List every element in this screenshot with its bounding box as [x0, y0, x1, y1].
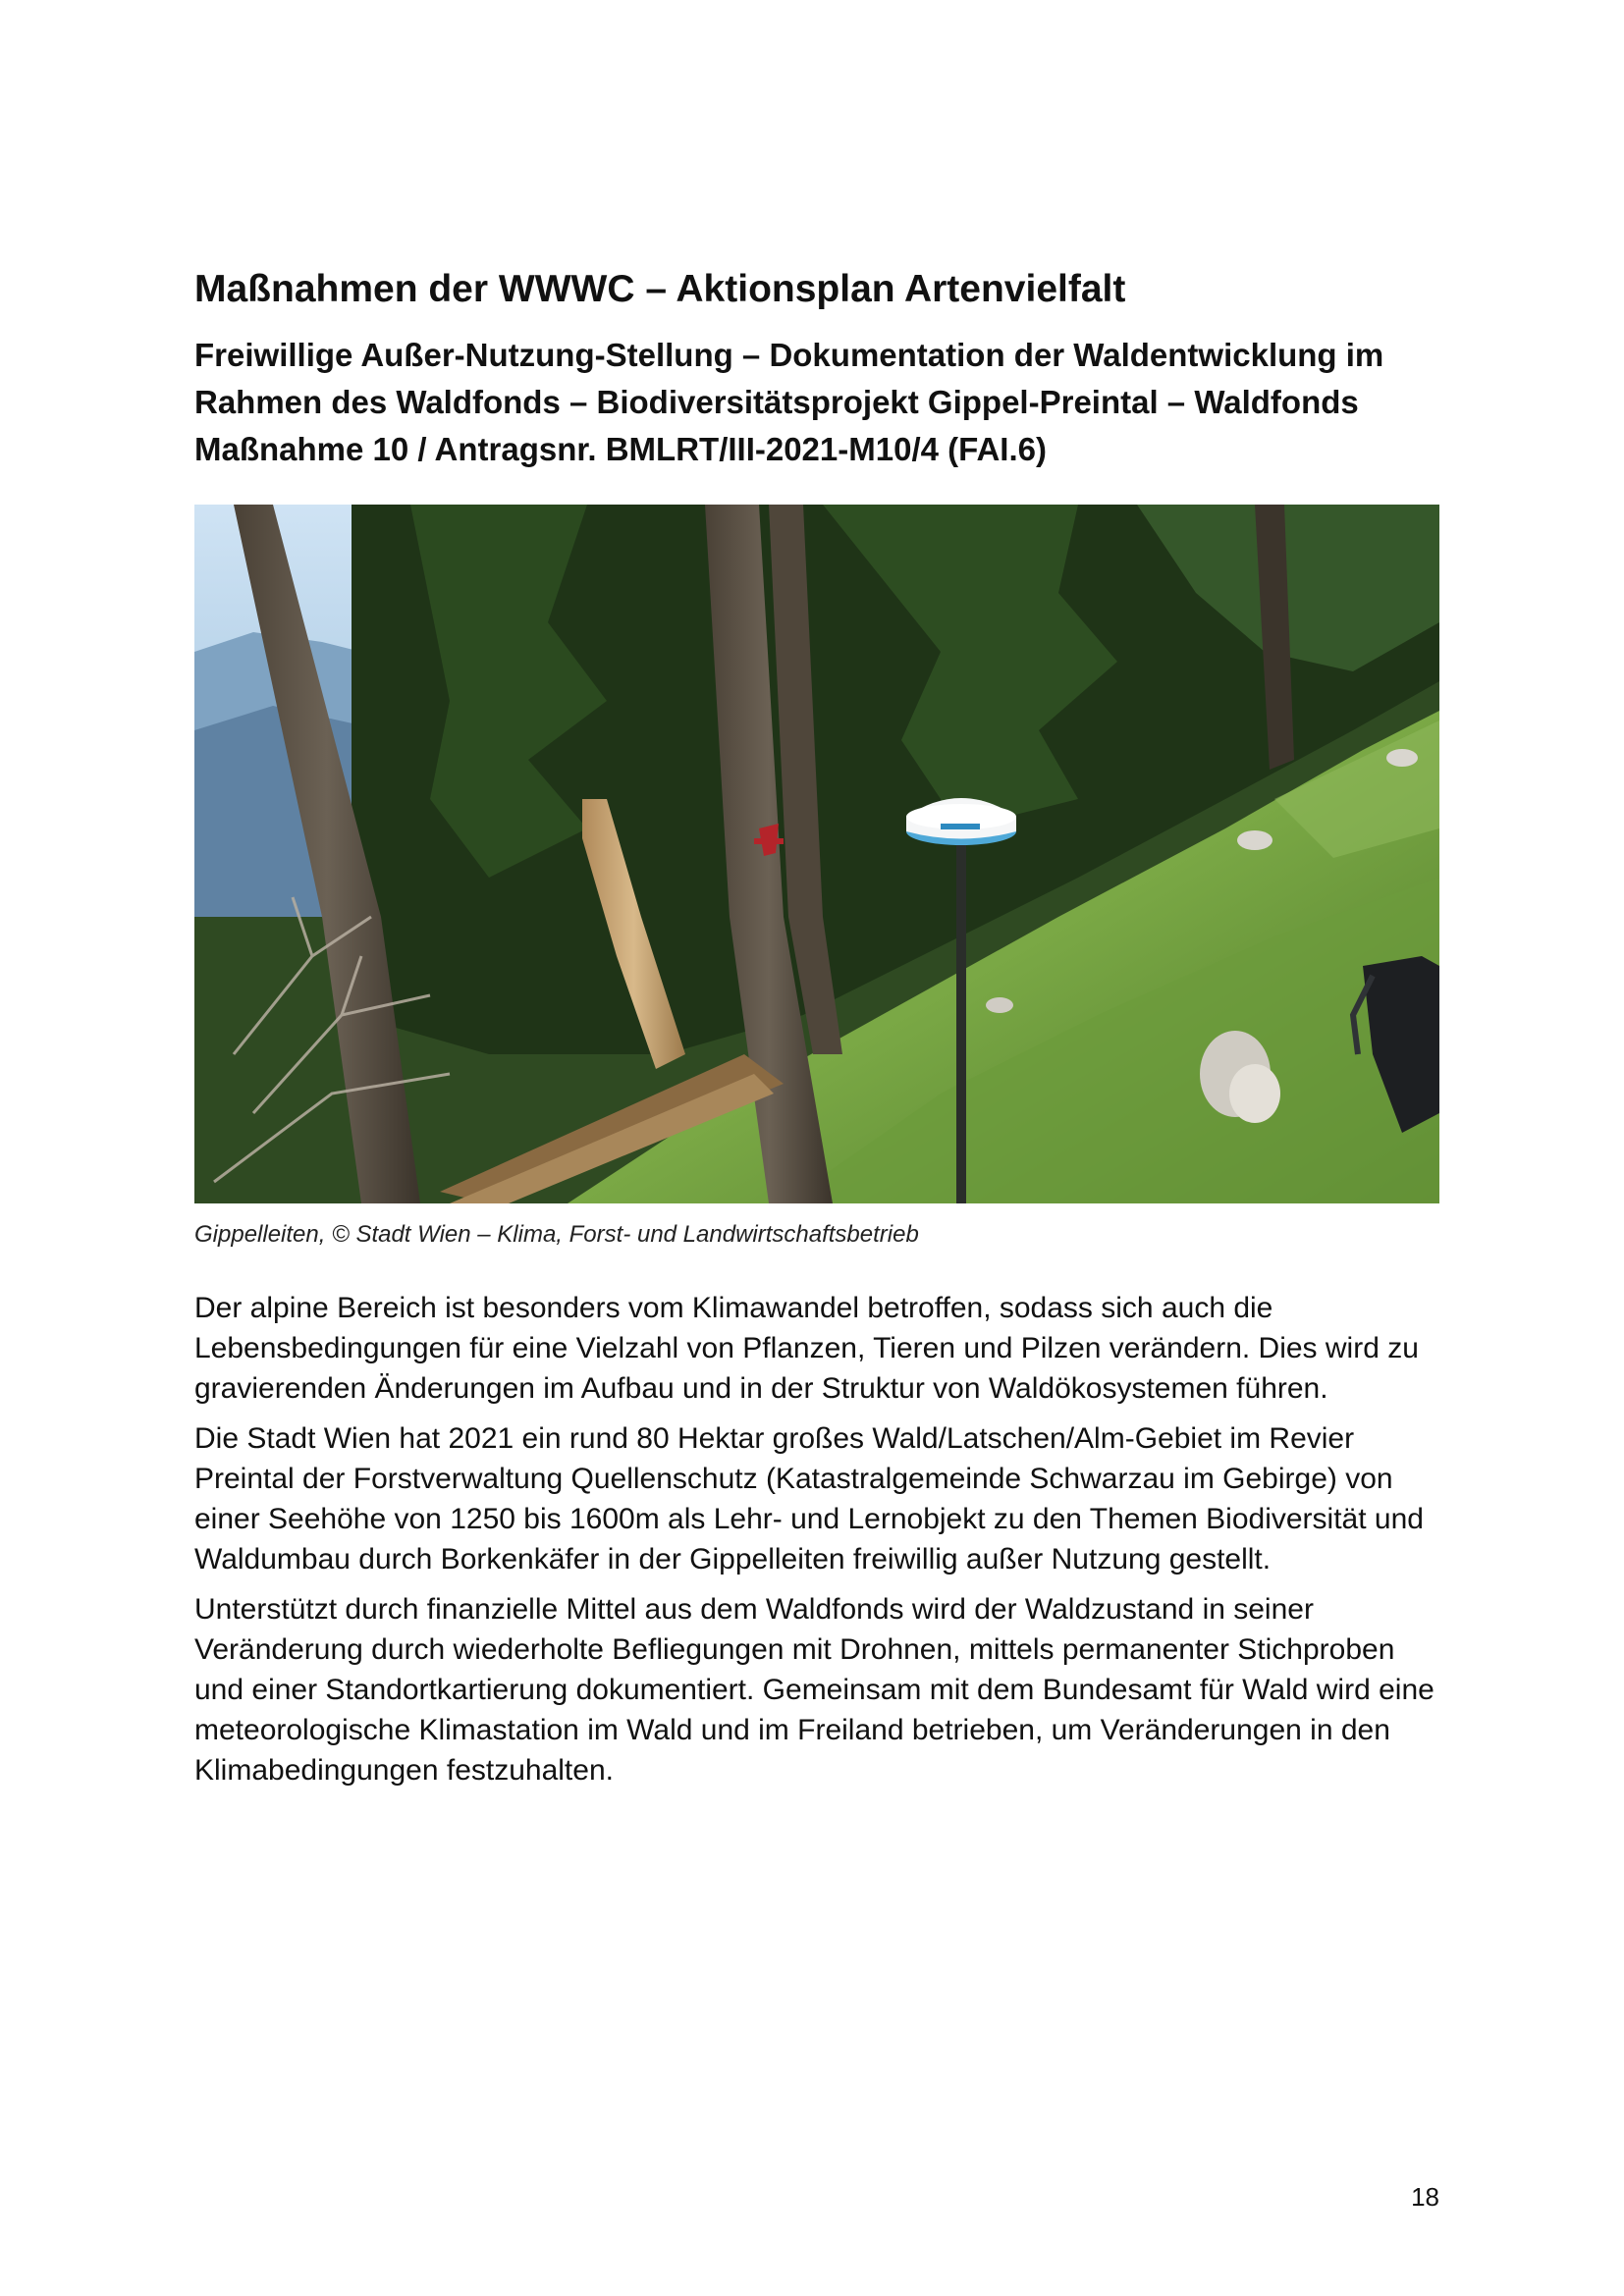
- forest-photo-illustration: [194, 505, 1439, 1203]
- body-paragraph-1: Der alpine Bereich ist besonders vom Klimawandel betroffen, sodass sich auch die Lebensbedingungen für eine Vielzahl von Pflanzen, Tieren und Pilzen verändern. Dies wird zu gravierenden Änderungen im Aufbau und in der Struktur von Waldökosystemen führen.: [194, 1292, 1419, 1405]
- photo-caption: Gippelleiten, © Stadt Wien – Klima, Forst- und Landwirtschaftsbetrieb: [194, 1221, 919, 1248]
- page-content: [194, 265, 1439, 1800]
- section-title: Maßnahmen der WWWC – Aktionsplan Artenvielfalt: [194, 268, 1126, 310]
- body-paragraph-2: Die Stadt Wien hat 2021 ein rund 80 Hektar großes Wald/Latschen/Alm-Gebiet im Revier Preintal der Forstverwaltung Quellenschutz (Katastralgemeinde Schwarzau im Gebirge) von einer Seehöhe von 1250 bis 1600m als Lehr- und Lernobjekt zu den Themen Biodiversität und Waldumbau durch Borkenkäfer in der Gippelleiten freiwillig außer Nutzung gestellt.: [194, 1422, 1424, 1575]
- body-paragraph-3: Unterstützt durch finanzielle Mittel aus dem Waldfonds wird der Waldzustand in seiner Veränderung durch wiederholte Befliegungen mit Drohnen, mittels permanenter Stichproben und einer Standortkartierung dokumentiert. Gemeinsam mit dem Bundesamt für Wald wird eine meteorologische Klimastation im Wald und im Freiland betrieben, um Veränderungen in den Klimabedingungen festzuhalten.: [194, 1593, 1435, 1787]
- page-number: 18: [1411, 2182, 1439, 2212]
- forest-photo: [194, 505, 1439, 1203]
- section-subtitle: Freiwillige Außer-Nutzung-Stellung – Dokumentation der Waldentwicklung im Rahmen des Waldfonds – Biodiversitätsprojekt Gippel-Preintal – Waldfonds Maßnahme 10 / Antragsnr. BMLRT/III-2021-M10/4 (FAI.6): [194, 337, 1384, 467]
